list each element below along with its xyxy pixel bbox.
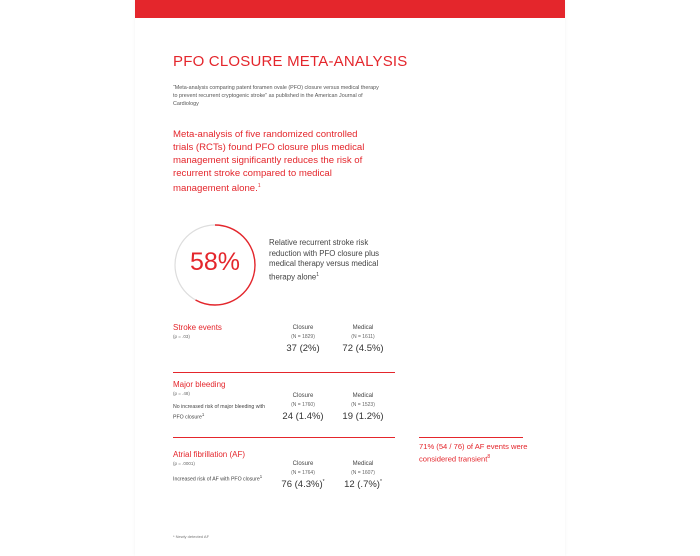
section-description — [173, 403, 268, 422]
closure-label: Closure — [292, 325, 314, 331]
closure-n: (N = 1764) — [291, 470, 315, 476]
note-divider — [419, 437, 523, 438]
document-page — [135, 0, 565, 556]
medical-n: (N = 1523) — [351, 402, 375, 408]
page-title: PFO CLOSURE META-ANALYSIS — [173, 53, 408, 70]
footnote: * Newly detected AF — [173, 534, 210, 539]
medical-label: Medical — [352, 461, 374, 467]
stat-description — [269, 238, 399, 283]
closure-n: (N = 1760) — [291, 402, 315, 408]
key-finding-ref: 1 — [257, 183, 261, 189]
closure-value-text: 24 (1.4%) — [282, 411, 324, 423]
medical-value — [333, 411, 393, 422]
closure-n: (N = 1829) — [291, 334, 315, 340]
closure-label: Closure — [292, 461, 314, 467]
medical-column — [333, 393, 393, 422]
closure-column — [273, 461, 333, 490]
af-transient-note-text: 71% (54 / 76) of AF events were considered transient — [419, 442, 528, 464]
section-major-bleeding — [173, 380, 393, 430]
header-bar — [135, 0, 565, 18]
section-p-value: (p = .0001) — [173, 461, 195, 466]
section-title: Stroke events — [173, 323, 222, 332]
medical-label: Medical — [352, 325, 374, 331]
medical-value-text: 72 (4.5%) — [342, 343, 384, 355]
medical-value-text: 12 (.7%) — [344, 479, 380, 491]
closure-column — [273, 393, 333, 422]
section-stroke-events — [173, 323, 393, 363]
section-divider — [173, 437, 395, 438]
section-p-value: (p = .48) — [173, 391, 190, 396]
medical-n: (N = 1607) — [351, 470, 375, 476]
section-atrial-fibrillation — [173, 450, 393, 500]
closure-label: Closure — [292, 393, 314, 399]
closure-value-ref: * — [322, 479, 325, 485]
medical-n: (N = 1611) — [351, 334, 375, 340]
section-divider — [173, 372, 395, 373]
key-finding-text: Meta-analysis of five randomized controlled trials (RCTs) found PFO closure plus medical management significantly reduces the risk of recurrent stroke compared to medical management alone. — [173, 129, 365, 195]
medical-label: Medical — [352, 393, 374, 399]
stat-description-text: Relative recurrent stroke risk reduction with PFO closure plus medical therapy versus medical therapy alone — [269, 238, 380, 282]
section-description-text: Increased risk of AF with PFO closure — [173, 476, 260, 483]
af-transient-note-ref: 8 — [487, 454, 491, 460]
medical-column — [333, 461, 393, 490]
stat-description-ref: 1 — [316, 271, 320, 278]
section-title: Atrial fibrillation (AF) — [173, 450, 246, 459]
intro-text: “Meta-analysis comparing patent foramen ovale (PFO) closure versus medical therapy to prevent recurrent cryptogenic stroke” as published in the American Journal of Cardiology — [173, 85, 379, 107]
section-description-ref: 1 — [259, 474, 263, 479]
af-transient-note — [419, 442, 529, 465]
medical-value — [333, 343, 393, 354]
stat-value: 58% — [189, 248, 241, 276]
key-finding — [173, 128, 373, 195]
section-title: Major bleeding — [173, 380, 226, 389]
closure-value-text: 76 (4.3%) — [281, 479, 323, 491]
section-description — [173, 473, 268, 484]
section-description-text: No increased risk of major bleeding with PFO closure — [173, 404, 265, 421]
medical-column — [333, 325, 393, 354]
section-p-value: (p = .03) — [173, 334, 190, 339]
closure-value — [273, 343, 333, 354]
closure-value — [273, 479, 333, 490]
closure-value-text: 37 (2%) — [286, 343, 320, 355]
section-description-ref: 1 — [201, 412, 205, 417]
medical-value — [333, 479, 393, 490]
medical-value-ref: * — [379, 479, 382, 485]
closure-value — [273, 411, 333, 422]
medical-value-text: 19 (1.2%) — [342, 411, 384, 423]
stat-ring — [172, 222, 258, 308]
closure-column — [273, 325, 333, 354]
